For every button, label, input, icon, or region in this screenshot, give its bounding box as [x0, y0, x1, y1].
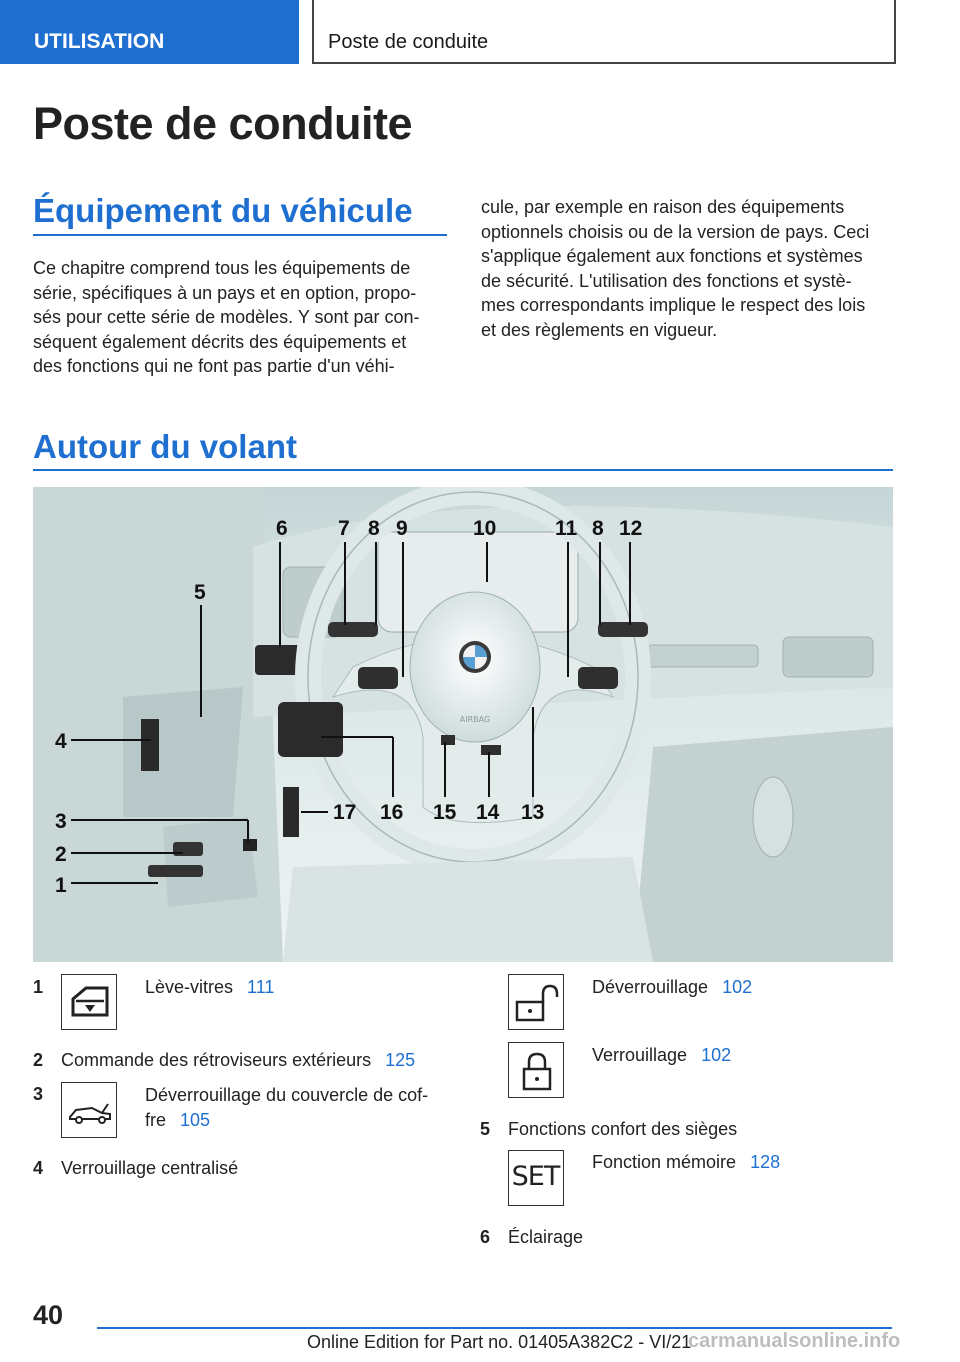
left-stalk: [328, 622, 378, 637]
text-line: cule, par exemple en raison des équipements: [481, 197, 845, 217]
legend-text: [61, 1048, 415, 1073]
window-lift-icon: [61, 974, 117, 1030]
equipment-paragraph-col2: [481, 195, 901, 342]
text-line: s'applique également aux fonctions et systèmes: [481, 246, 863, 266]
text-line: de sécurité. L'utilisation des fonctions et systè-: [481, 270, 852, 291]
callout-label: 6: [276, 517, 288, 540]
callout-label: 12: [619, 517, 643, 540]
section-tab: UTILISATION: [0, 0, 299, 64]
legend-label: Fonction mémoire: [592, 1152, 737, 1172]
window-switches: [148, 865, 203, 877]
gear-selector: [753, 777, 793, 857]
page-ref-link[interactable]: 102: [722, 977, 753, 997]
set-icon-text: SET: [511, 1161, 560, 1192]
horn-button: [481, 745, 501, 755]
text-line: série, spécifiques à un pays et en option, propo-: [33, 282, 417, 303]
legend-number: 3: [33, 1084, 44, 1104]
footer-rule: [97, 1327, 892, 1329]
legend-number: 2: [33, 1050, 44, 1070]
wheel-rule: [33, 469, 893, 471]
text-line: des fonctions qui ne font pas partie d'un véhi-: [33, 356, 395, 376]
callout-label: 5: [194, 581, 206, 604]
armrest: [163, 817, 258, 907]
legend-text: [145, 1083, 450, 1132]
legend-label: Déverrouillage: [592, 977, 709, 997]
legend-label: Verrouillage: [592, 1045, 688, 1065]
callout-label: 17: [333, 801, 357, 824]
left-wheel-buttons: [358, 667, 398, 689]
page-ref-link[interactable]: 105: [180, 1109, 211, 1130]
text-line: mes correspondants implique le respect des lois: [481, 295, 866, 315]
footwell: [283, 857, 653, 962]
legend-label: fre: [145, 1109, 167, 1130]
callout-label: 11: [555, 517, 578, 540]
legend-text: Éclairage: [508, 1227, 584, 1247]
cockpit-illustration: [33, 487, 893, 962]
legend-number: 4: [33, 1158, 44, 1178]
knee-panel: [278, 702, 343, 757]
callout-label: 16: [380, 801, 404, 824]
door-handle: [141, 719, 159, 771]
legend-text: Verrouillage centralisé: [61, 1158, 239, 1178]
text-line: sés pour cette série de modèles. Y sont par con-: [33, 307, 420, 327]
wheel-heading: Autour du volant: [33, 428, 297, 465]
legend-label: Commande des rétroviseurs extérieurs: [61, 1050, 372, 1070]
callout-label: 14: [476, 801, 500, 824]
callout-label: 9: [396, 517, 408, 540]
callout-label: 13: [521, 801, 545, 824]
page-ref-link[interactable]: 128: [750, 1152, 781, 1172]
cockpit-drawing: [33, 487, 893, 962]
page-ref-link[interactable]: 102: [701, 1045, 732, 1065]
legend-text: [592, 1043, 731, 1068]
callout-label: 15: [433, 801, 457, 824]
callout-label: 8: [368, 517, 380, 540]
text-line: optionnels choisis ou de la version de pays. Ceci: [481, 221, 870, 242]
legend-text: [592, 1150, 780, 1175]
chapter-tab: Poste de conduite: [312, 0, 896, 64]
edition-note: Online Edition for Part no. 01405A382C2 - VI/21: [307, 1332, 692, 1352]
callout-label: 8: [592, 517, 604, 540]
paddle-button: [441, 735, 455, 745]
trunk-lid-icon: [61, 1082, 117, 1138]
page-title: Poste de conduite: [33, 98, 413, 149]
airbag-mark: AIRBAG: [459, 715, 491, 724]
legend-number: 5: [480, 1119, 491, 1139]
callout-label: 4: [55, 730, 67, 753]
unlock-icon: [508, 974, 564, 1030]
center-vent: [783, 637, 873, 677]
text-line: Ce chapitre comprend tous les équipements de: [33, 258, 411, 278]
callout-label: 10: [473, 517, 497, 540]
legend-number: 6: [480, 1227, 491, 1247]
legend-text: [145, 975, 274, 1000]
climate-panel: [648, 645, 758, 667]
legend-label: Déverrouillage du couvercle de cof-: [145, 1085, 429, 1105]
text-line: séquent également décrits des équipements et: [33, 331, 407, 352]
set-memory-icon: [508, 1150, 564, 1206]
page-ref-link[interactable]: 125: [385, 1050, 416, 1070]
legend-number: 1: [33, 977, 44, 997]
callout-label: 1: [55, 874, 67, 897]
legend-label: Lève-vitres: [145, 977, 234, 997]
equipment-rule: [33, 234, 447, 236]
page-ref-link[interactable]: 111: [247, 977, 275, 997]
callout-label: 7: [338, 517, 350, 540]
legend-text: [592, 975, 752, 1000]
callout-label: 3: [55, 810, 67, 833]
trunk-switch: [243, 839, 257, 851]
lock-icon: [508, 1042, 564, 1098]
watermark: carmanualsonline.info: [688, 1330, 901, 1352]
right-stalk: [598, 622, 648, 637]
callout-label: 2: [55, 843, 67, 866]
hood-release: [283, 787, 299, 837]
right-wheel-buttons: [578, 667, 618, 689]
text-line: et des règlements en vigueur.: [481, 319, 718, 340]
page-number: 40: [33, 1300, 64, 1330]
equipment-paragraph-col1: [33, 256, 453, 379]
equipment-heading: Équipement du véhicule: [33, 192, 413, 229]
legend-text: Fonctions confort des sièges: [508, 1119, 738, 1139]
